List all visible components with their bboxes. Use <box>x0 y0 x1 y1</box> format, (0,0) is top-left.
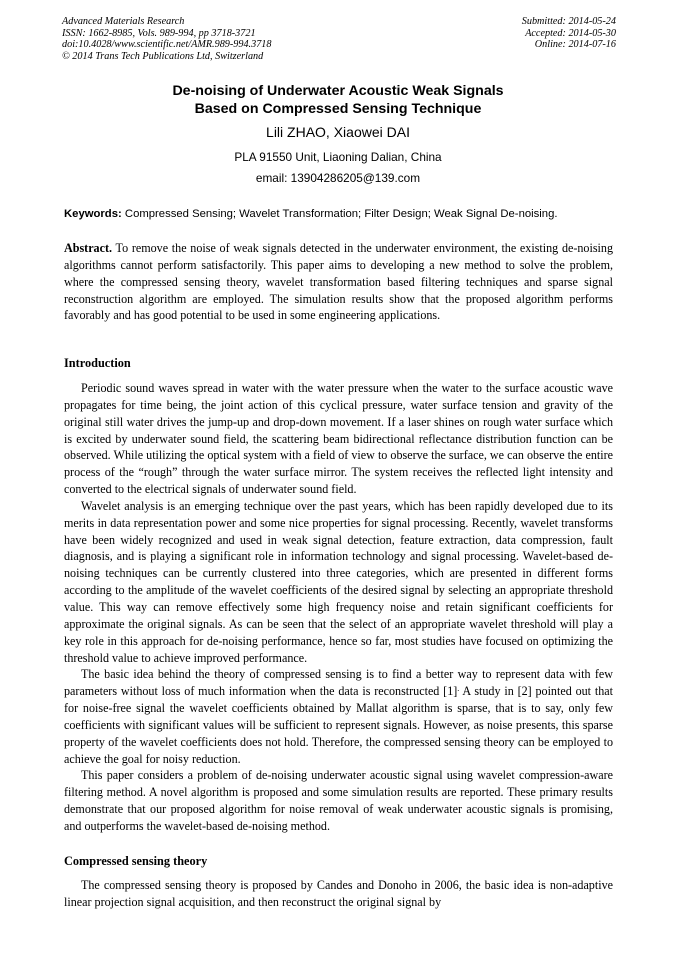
journal-name: Advanced Materials Research <box>62 16 185 27</box>
abstract-text: To remove the noise of weak signals detected in the underwater environment, the existing de-noising algorithms cannot perform satisfactorily. This paper aims to developing a new method to solve the problem, where the compressed sensing theory, wavelet transformation based filtering techniques and sparse signal reconstruction algorithm are employed. The simulation results show that the proposed algorithm performs favorably and has good potential to be used in some engineering applications. <box>64 241 613 323</box>
keywords <box>64 207 624 221</box>
keywords-label: Keywords: <box>64 208 122 220</box>
intro-paragraph-3-part-a: The basic idea behind the theory of compressed sensing is to find a better way to represent data with few parameters without loss of much information when the data is reconstructed [1] <box>64 667 613 699</box>
submitted-date: Submitted: 2014-05-24 <box>521 16 616 27</box>
authors: Lili ZHAO, Xiaowei DAI <box>266 124 410 140</box>
intro-paragraph-2: Wavelet analysis is an emerging technique over the past years, which has been rapidly developed due to its merits in data representation power and some nice properties for signal processing. Recently, wavelet transforms have been widely recognized and used in weak signal detection, feature extraction, data compression, fault diagnosis, and is playing a significant role in information technology and signal processing. Wavelet-based de-noising techniques can be currently clustered into three categories, which are presented in different forms according to the amplitude of the wavelet coefficients of the desired signal by selecting an appropriate threshold value. This way can remove effectively some high frequency noise and retain significant coefficients for approximate the original signals. As can be seen that the select of an appropriate wavelet threshold will play a key role in this approach for de-noising performance, hence so far, most studies have focused on optimizing the threshold value to achieve improved performance. <box>64 498 613 665</box>
doi-line[interactable]: doi:10.4028/www.scientific.net/AMR.989-994.3718 <box>62 39 272 51</box>
issn-line: ISSN: 1662-8985, Vols. 989-994, pp 3718-3721 <box>62 27 256 39</box>
intro-paragraph-3-part-b: A study in [2] pointed out that for noise-free signal the wavelet coefficients obtained by Mallat algorithm is sparse, that is to say, only few coefficients with significant values will be sufficient to represent signals. However, as noise presents, this sparse property of the wavelet coefficients does not hold. Therefore, the compressed sensing theory can be employed to achieve the goal for noisy reduction. <box>64 684 613 766</box>
title-line-1: De-noising of Underwater Acoustic Weak Signals <box>172 83 504 99</box>
intro-paragraph-3-sup: . <box>457 684 460 694</box>
intro-paragraph-3 <box>64 666 613 767</box>
accepted-date: Accepted: 2014-05-30 <box>525 27 616 39</box>
dates-header <box>522 16 616 51</box>
abstract <box>64 240 613 324</box>
cs-paragraph-1: The compressed sensing theory is proposed by Candes and Donoho in 2006, the basic idea is non-adaptive linear projection signal acquisition, and then reconstruct the original signal by <box>64 878 613 909</box>
intro-paragraph-4: This paper considers a problem of de-noising underwater acoustic signal using wavelet compression-aware filtering method. A novel algorithm is proposed and some simulation results are reported. These primary results demonstrate that our proposed algorithm for noise removal of weak underwater acoustic signals is promising, and outperforms the wavelet-based de-noising method. <box>64 768 613 833</box>
introduction-body <box>64 380 613 835</box>
section-heading-introduction: Introduction <box>64 356 131 370</box>
intro-paragraph-1: Periodic sound waves spread in water with the water pressure when the water to the surface acoustic wave propagates for time being, the joint action of this cyclical pressure, water surface tension and gravity of the original still water drives the jump-up and drop-down movement. If a laser shines on rough water surface which is excited by underwater sound field, the scattering beam bidirectional reflectance distribution function can be observed. While utilizing the optical system with a field of view to observe the surface, we can observe the entire process of the “rough” through the water surface mirror. The system receives the reflected light intensity and converted to the electrical signals of underwater sound field. <box>64 381 613 497</box>
online-date: Online: 2014-07-16 <box>534 39 616 51</box>
keywords-text: Compressed Sensing; Wavelet Transformation; Filter Design; Weak Signal De-noising. <box>121 208 558 220</box>
section-heading-compressed-sensing: Compressed sensing theory <box>64 854 208 868</box>
abstract-label: Abstract. <box>64 241 113 255</box>
author-email[interactable]: email: 13904286205@139.com <box>255 171 421 185</box>
affiliation: PLA 91550 Unit, Liaoning Dalian, China <box>234 150 442 164</box>
paper-title <box>62 83 614 118</box>
compressed-sensing-body <box>64 877 613 911</box>
copyright-line: © 2014 Trans Tech Publications Ltd, Switzerland <box>62 50 264 62</box>
title-line-2: Based on Compressed Sensing Technique <box>194 100 482 117</box>
journal-header <box>62 16 271 62</box>
